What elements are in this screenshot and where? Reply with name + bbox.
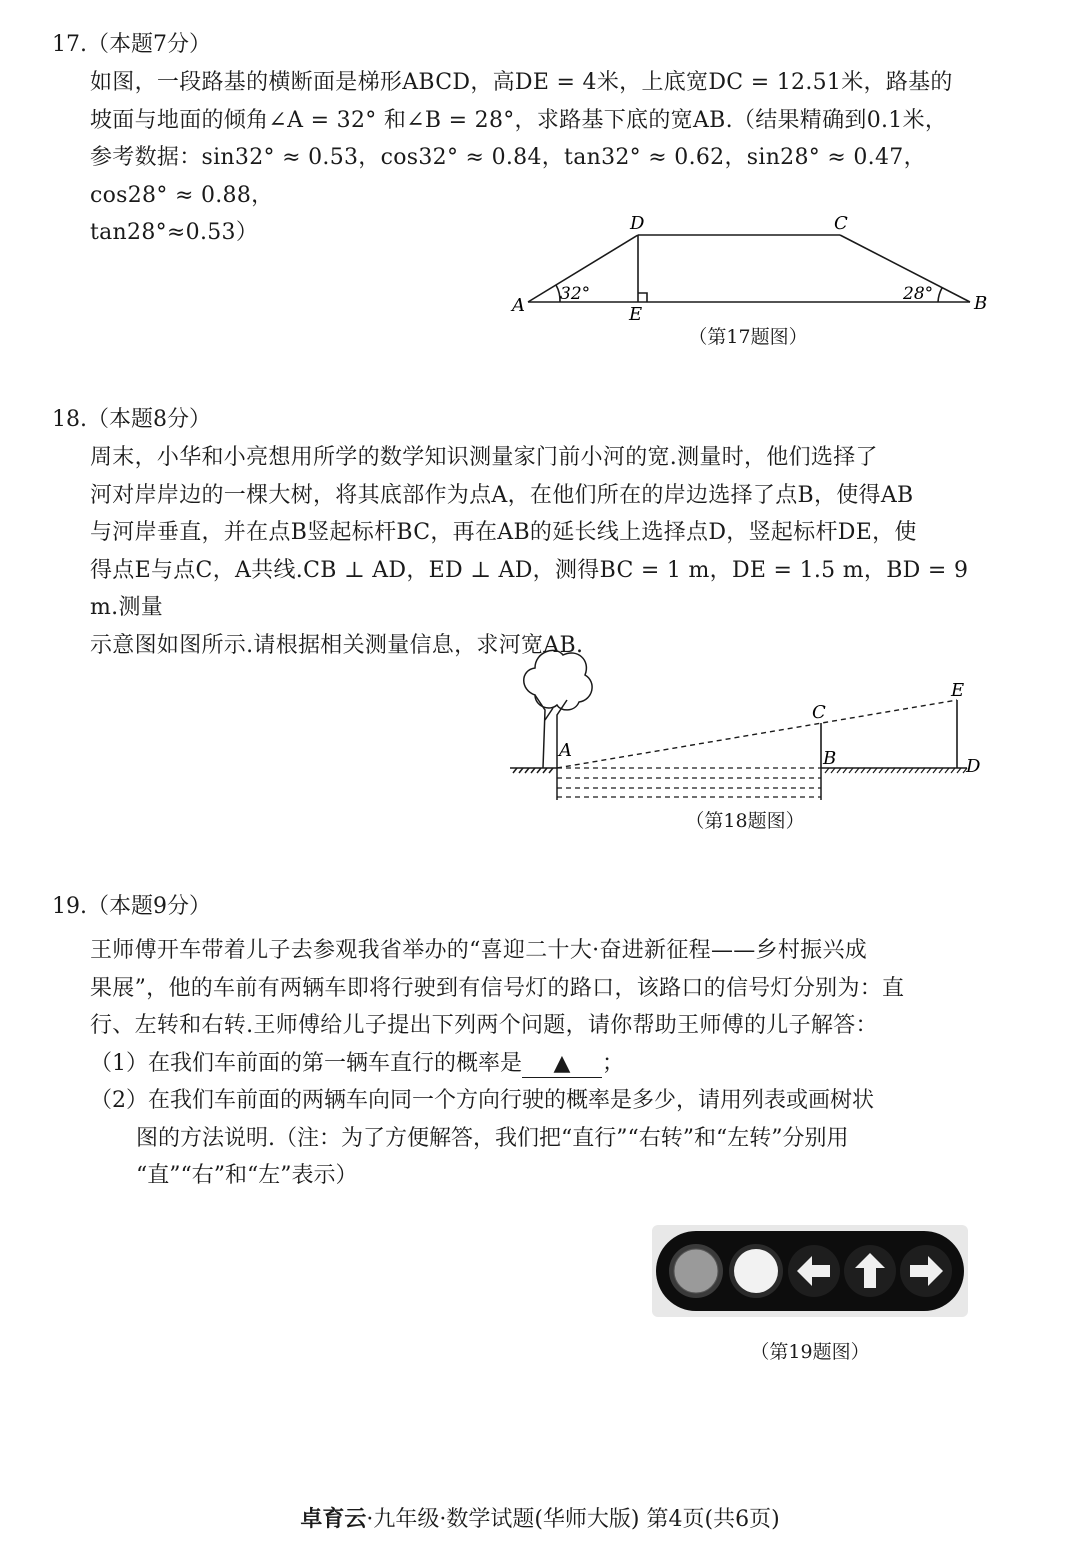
figure-18-river [505, 640, 985, 805]
subquestion-2-line: “直”“右”和“左”表示） [136, 1163, 358, 1188]
label-a: A [512, 295, 525, 316]
left-arrow-icon [788, 1245, 840, 1297]
question-19-heading: 19.（本题9分） [52, 894, 211, 919]
question-19-line: 行、左转和右转.王师傅给儿子提出下列两个问题，请你帮助王师傅的儿子解答： [90, 1013, 878, 1038]
up-arrow-icon [844, 1245, 896, 1297]
light-off-icon [669, 1244, 723, 1298]
question-17-line: 坡面与地面的倾角∠A = 32° 和∠B = 28°，求路基下底的宽AB.（结果精确到0.1米， [90, 107, 948, 133]
question-17-line: tan28°≈0.53） [90, 220, 259, 245]
right-angle-mark [638, 293, 647, 302]
label-d: D [630, 213, 645, 234]
angle-b-label: 28° [903, 284, 934, 304]
question-19-text [90, 932, 1002, 1045]
subquestion-2-line: （2）在我们车前面的两辆车向同一个方向行驶的概率是多少，请用列表或画树状 [90, 1088, 874, 1113]
label-c: C [812, 702, 826, 723]
subquestion-1 [90, 1045, 1002, 1083]
label-e: E [629, 304, 643, 325]
figure-19-traffic-light [652, 1225, 968, 1317]
label-e: E [951, 680, 965, 701]
question-18-line: 与河岸垂直，并在点B竖起标杆BC，再在AB的延长线上选择点D，竖起标杆DE，使 [90, 520, 917, 545]
page-footer [0, 1502, 1080, 1533]
subquestion-2-line: 图的方法说明.（注：为了方便解答，我们把“直行”“右转”和“左转”分别用 [136, 1125, 849, 1151]
ground-left [510, 768, 557, 773]
answer-blank[interactable]: ▲ [522, 1051, 602, 1078]
light-on-icon [729, 1244, 783, 1298]
question-17-line: 参考数据：sin32° ≈ 0.53，cos32° ≈ 0.84，tan32° ≈ 0.62，sin28° ≈ 0.47，cos28° ≈ 0.88， [90, 145, 926, 208]
tree-icon [524, 650, 592, 768]
question-19-line: 果展”，他的车前有两辆车即将行驶到有信号灯的路口，该路口的信号灯分别为：直 [90, 975, 905, 1001]
question-19 [52, 892, 1002, 1195]
subquestion-1-text: （1）在我们车前面的第一辆车直行的概率是 [90, 1050, 522, 1076]
figure-17-caption: （第17题图） [688, 326, 808, 348]
angle-b-arc [938, 288, 942, 302]
question-18 [52, 405, 1002, 664]
sight-line-ace [557, 700, 957, 768]
figure-19-caption: （第19题图） [750, 1341, 870, 1363]
figure-17-trapezoid [500, 205, 1000, 325]
question-18-line: 周末，小华和小亮想用所学的数学知识测量家门前小河的宽.测量时，他们选择了 [90, 445, 878, 470]
question-19-subquestions [90, 1045, 1002, 1195]
footer-text: ·九年级·数学试题(华师大版) 第4页(共6页) [366, 1507, 780, 1532]
label-b: B [823, 748, 837, 769]
question-17-line: 如图，一段路基的横断面是梯形ABCD，高DE = 4米，上底宽DC = 12.51米，路基的 [90, 70, 953, 95]
question-18-text [90, 439, 1002, 664]
footer-brand: 卓育云 [300, 1506, 367, 1532]
question-18-line: 河对岸岸边的一棵大树，将其底部作为点A，在他们所在的岸边选择了点B，使得AB [90, 482, 914, 508]
river-water [557, 768, 821, 797]
label-d: D [966, 756, 981, 777]
right-arrow-icon [900, 1245, 952, 1297]
subquestion-1-suffix: ； [602, 1050, 625, 1076]
label-c: C [834, 213, 848, 234]
angle-a-label: 32° [560, 284, 591, 304]
question-19-line: 王师傅开车带着儿子去参观我省举办的“喜迎二十大·奋进新征程——乡村振兴成 [90, 938, 868, 963]
question-17-heading: 17.（本题7分） [52, 32, 211, 57]
figure-18-caption: （第18题图） [685, 810, 805, 832]
label-b: B [974, 293, 988, 314]
question-18-line: 示意图如图所示.请根据相关测量信息，求河宽AB. [90, 632, 584, 658]
label-a: A [559, 740, 572, 761]
question-18-line: 得点E与点C，A共线.CB ⊥ AD，ED ⊥ AD，测得BC = 1 m，DE = 1.5 m，BD = 9 m.测量 [90, 557, 969, 620]
question-18-heading: 18.（本题8分） [52, 407, 211, 432]
